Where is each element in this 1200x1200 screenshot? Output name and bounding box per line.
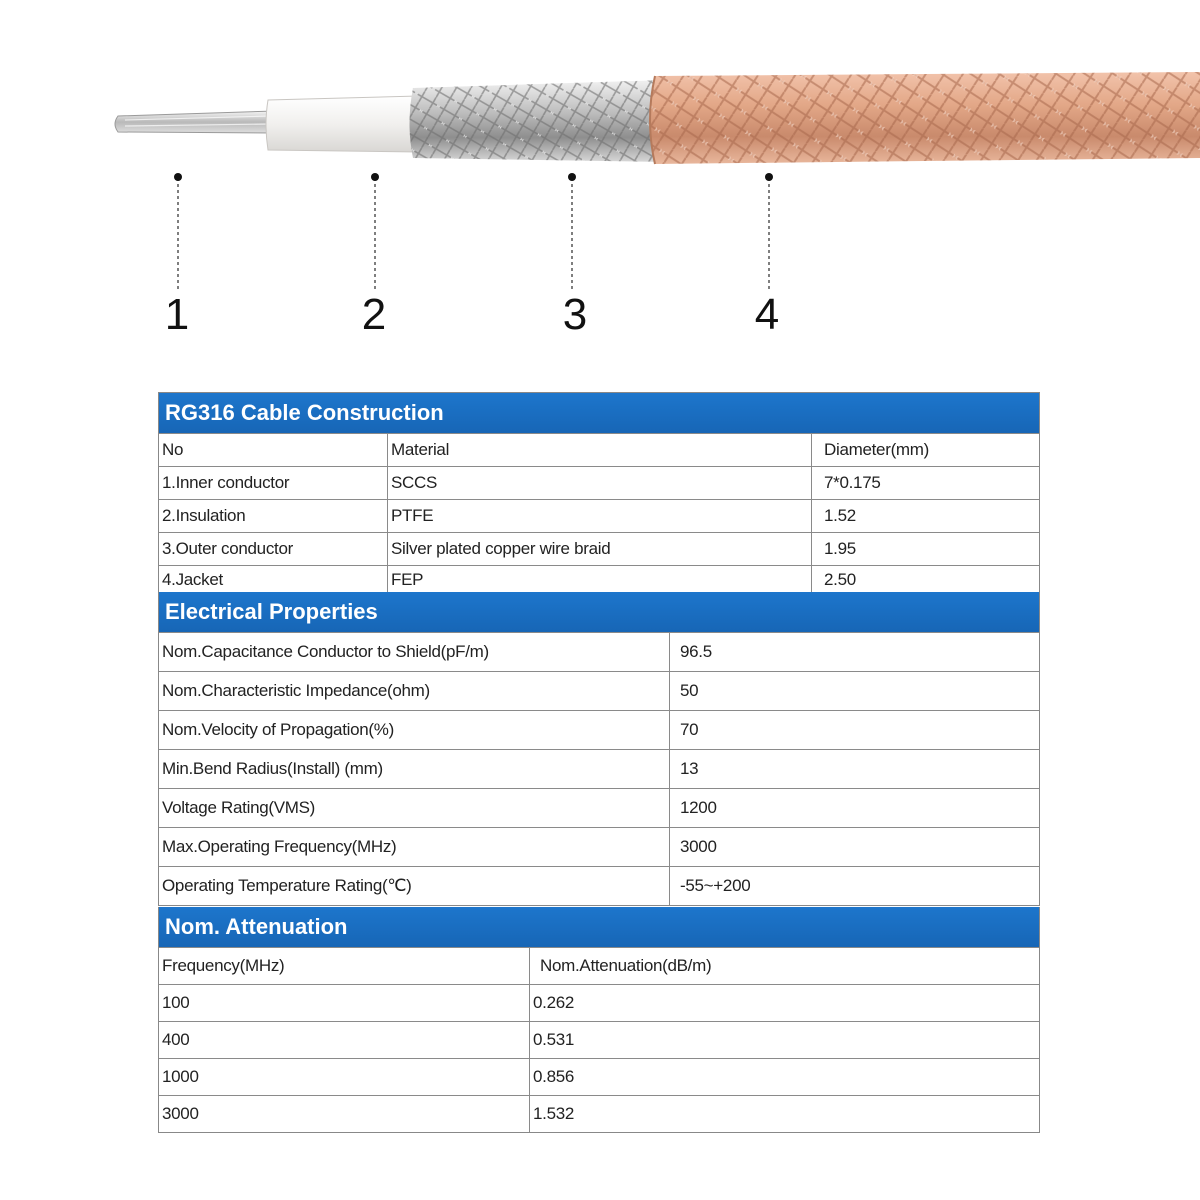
header-no: No bbox=[162, 440, 184, 459]
attenuation-table bbox=[158, 907, 1040, 1133]
table-row bbox=[159, 984, 1039, 1021]
header-frequency: Frequency(MHz) bbox=[162, 956, 285, 975]
header-material: Material bbox=[387, 434, 811, 466]
part-diameter: 7*0.175 bbox=[811, 467, 1039, 499]
callout-number-4: 4 bbox=[754, 290, 780, 339]
property-value: 13 bbox=[669, 750, 1039, 788]
table-row bbox=[159, 827, 1039, 866]
frequency-value: 400 bbox=[162, 1030, 190, 1049]
attenuation-value: 1.532 bbox=[529, 1096, 1039, 1132]
electrical-table bbox=[158, 592, 1040, 906]
part-diameter: 1.95 bbox=[811, 533, 1039, 565]
attenuation-value: 0.262 bbox=[529, 985, 1039, 1021]
table-row bbox=[159, 710, 1039, 749]
table-row bbox=[159, 466, 1039, 499]
part-name: 2.Insulation bbox=[162, 506, 246, 525]
part-name: 1.Inner conductor bbox=[162, 473, 290, 492]
construction-table bbox=[158, 392, 1040, 594]
part-diameter: 1.52 bbox=[811, 500, 1039, 532]
callout-number-2: 2 bbox=[361, 290, 387, 339]
header-diameter: Diameter(mm) bbox=[811, 434, 1039, 466]
part-name: 3.Outer conductor bbox=[162, 539, 293, 558]
table-row bbox=[159, 1021, 1039, 1058]
property-name: Nom.Velocity of Propagation(%) bbox=[162, 720, 394, 739]
part-diameter: 2.50 bbox=[811, 566, 1039, 593]
table-row bbox=[159, 671, 1039, 710]
property-name: Max.Operating Frequency(MHz) bbox=[162, 837, 397, 856]
table-row bbox=[159, 1095, 1039, 1132]
property-value: 1200 bbox=[669, 789, 1039, 827]
construction-title: RG316 Cable Construction bbox=[159, 393, 1039, 433]
property-name: Voltage Rating(VMS) bbox=[162, 798, 316, 817]
table-row bbox=[159, 632, 1039, 671]
outer-conductor-braid bbox=[410, 80, 666, 162]
table-row bbox=[159, 565, 1039, 593]
part-material: SCCS bbox=[387, 467, 811, 499]
callout-number-1: 1 bbox=[164, 290, 190, 339]
table-row bbox=[159, 1058, 1039, 1095]
jacket bbox=[650, 72, 1200, 164]
insulation bbox=[266, 96, 418, 152]
attenuation-value: 0.531 bbox=[529, 1022, 1039, 1058]
header-attenuation: Nom.Attenuation(dB/m) bbox=[529, 948, 1039, 984]
attenuation-title: Nom. Attenuation bbox=[159, 907, 1039, 947]
inner-conductor bbox=[115, 111, 275, 133]
frequency-value: 1000 bbox=[162, 1067, 199, 1086]
frequency-value: 100 bbox=[162, 993, 190, 1012]
part-name: 4.Jacket bbox=[162, 569, 223, 589]
callout-leaders bbox=[178, 178, 769, 290]
property-value: 3000 bbox=[669, 828, 1039, 866]
part-material: FEP bbox=[387, 566, 811, 593]
construction-header-row bbox=[159, 433, 1039, 466]
property-name: Operating Temperature Rating(℃) bbox=[162, 876, 412, 895]
callout-number-3: 3 bbox=[562, 290, 588, 339]
property-name: Min.Bend Radius(Install) (mm) bbox=[162, 759, 383, 778]
frequency-value: 3000 bbox=[162, 1104, 199, 1123]
property-value: 50 bbox=[669, 672, 1039, 710]
property-value: -55~+200 bbox=[669, 867, 1039, 905]
part-material: Silver plated copper wire braid bbox=[387, 533, 811, 565]
property-name: Nom.Characteristic Impedance(ohm) bbox=[162, 681, 430, 700]
table-row bbox=[159, 532, 1039, 565]
table-row bbox=[159, 749, 1039, 788]
property-name: Nom.Capacitance Conductor to Shield(pF/m) bbox=[162, 642, 489, 661]
electrical-title: Electrical Properties bbox=[159, 592, 1039, 632]
callout-dots bbox=[174, 173, 773, 181]
part-material: PTFE bbox=[387, 500, 811, 532]
property-value: 96.5 bbox=[669, 633, 1039, 671]
property-value: 70 bbox=[669, 711, 1039, 749]
attenuation-header-row bbox=[159, 947, 1039, 984]
table-row bbox=[159, 499, 1039, 532]
attenuation-value: 0.856 bbox=[529, 1059, 1039, 1095]
table-row bbox=[159, 866, 1039, 905]
table-row bbox=[159, 788, 1039, 827]
